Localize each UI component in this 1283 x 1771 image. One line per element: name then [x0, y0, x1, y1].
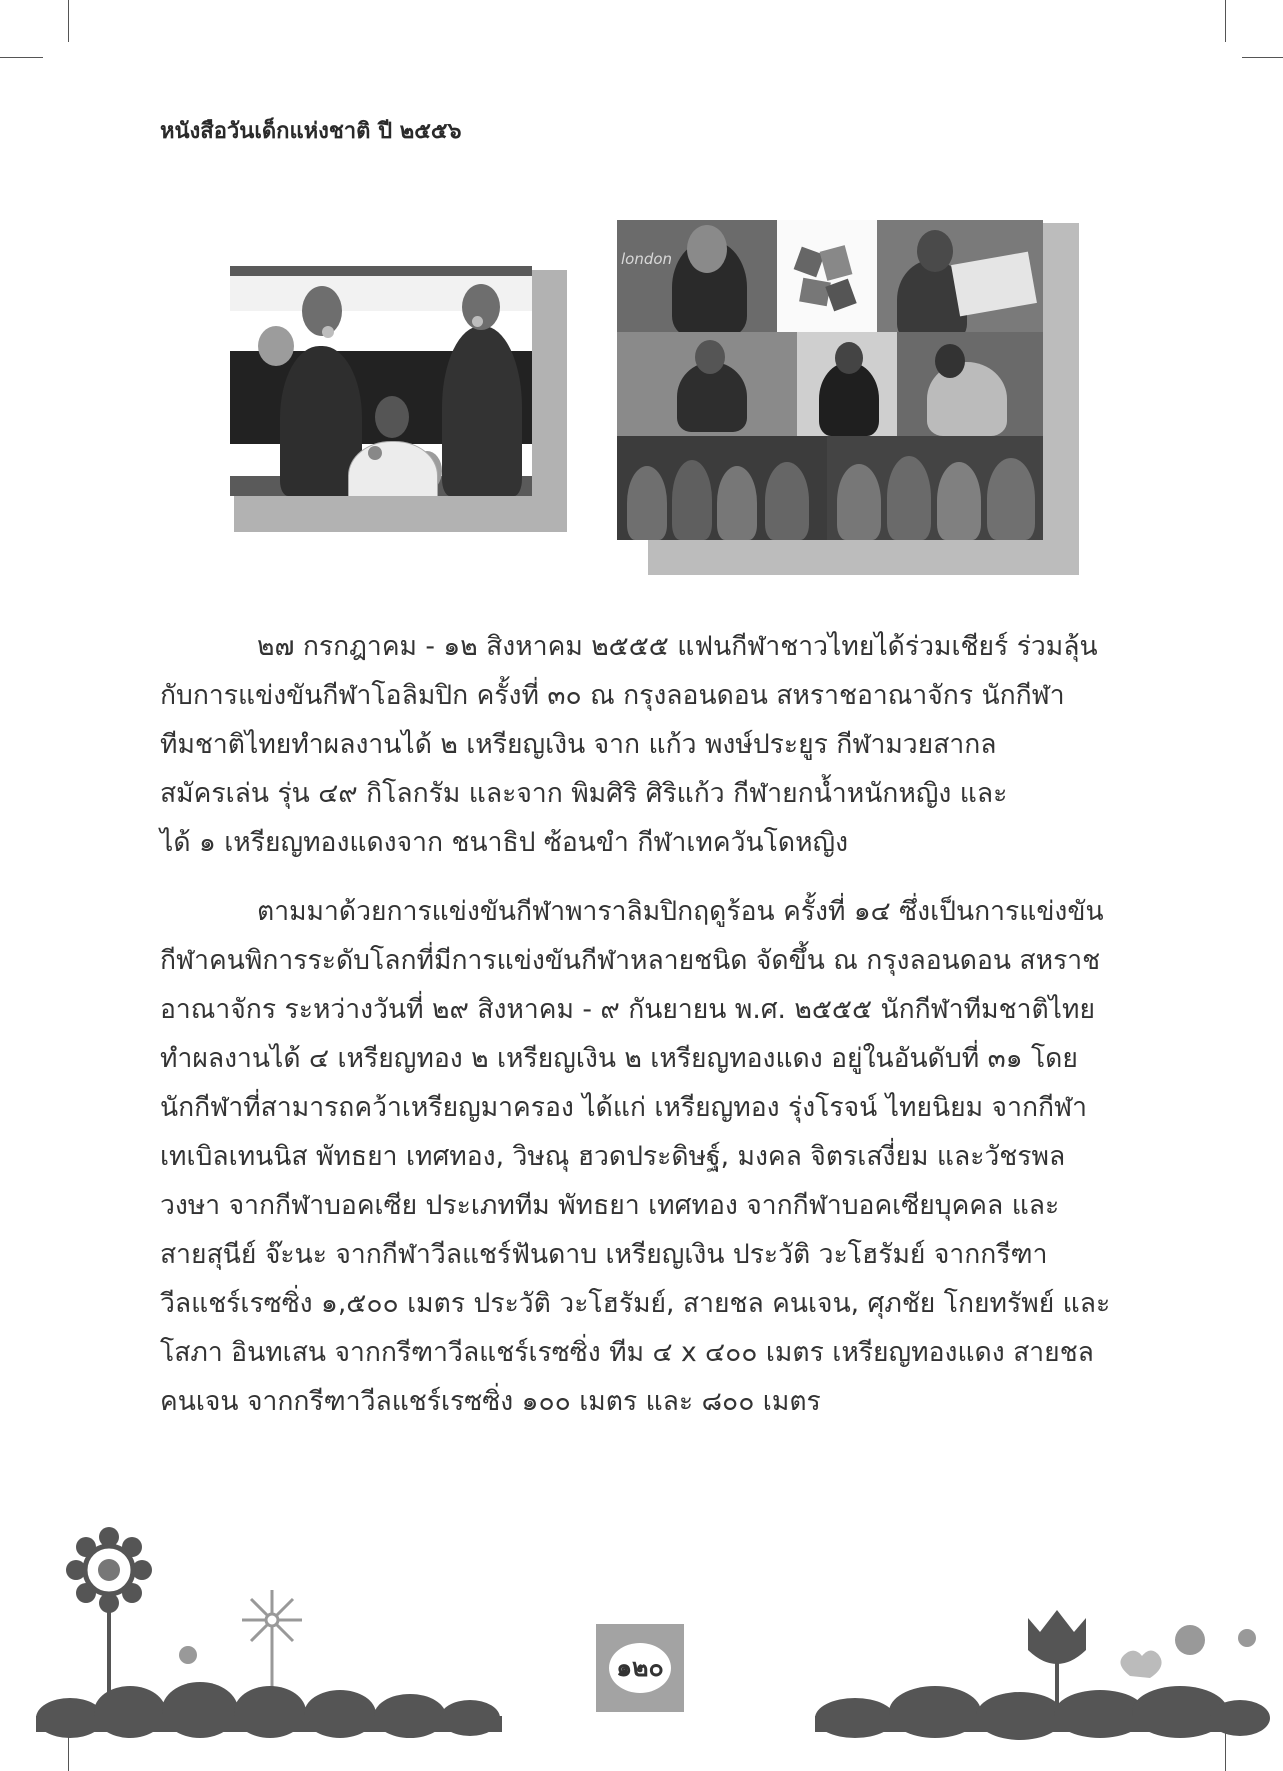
crop-mark [68, 0, 69, 42]
athlete-head [835, 342, 863, 374]
crop-mark [68, 1727, 69, 1771]
athlete-head [375, 396, 409, 438]
athlete-figure [442, 326, 522, 496]
text-line: ตามมาด้วยการแข่งขันกีฬาพาราลิมปิกฤดูร้อน ครั้งที่ ๑๔ ซึ่งเป็นการแข่งขัน [257, 896, 1104, 927]
sunflower-icon [66, 1527, 152, 1700]
flag-stripe [230, 266, 532, 276]
medal [322, 326, 334, 338]
text-line: วงษา จากกีฬาบอคเซีย ประเภททีม พัทธยา เทศทอง จากกีฬาบอคเซียบุคคล และ [160, 1190, 1060, 1221]
hills-decoration [36, 1682, 502, 1738]
daisy-icon [242, 1590, 302, 1700]
page-number: ๑๒๐ [609, 1643, 671, 1693]
athlete-figure [348, 441, 438, 496]
photo-tile [617, 332, 797, 436]
crop-mark [0, 57, 43, 58]
athlete-head [695, 340, 725, 374]
flag-held [951, 252, 1037, 317]
athlete-head [687, 225, 727, 273]
text-line: เทเบิลเทนนิส พัทธยา เทศทอง, วิษณุ ฮวดประดิษฐ์, มงคล จิตรเสงี่ยม และวัชรพล [160, 1141, 1066, 1172]
text-line: นักกีฬาที่สามารถคว้าเหรียญมาครอง ได้แก่ เหรียญทอง รุ่งโรจน์ ไทยนิยม จากกีฬา [160, 1092, 1088, 1123]
athlete-figure [937, 462, 981, 540]
athlete-head [935, 344, 965, 378]
book-title-header: หนังสือวันเด็กแห่งชาติ ปี ๒๕๕๖ [160, 118, 462, 144]
paragraph-olympics [160, 622, 1122, 867]
hills-decoration [815, 1686, 1270, 1740]
photo-tile [827, 436, 1043, 540]
dot-decoration [1238, 1629, 1256, 1647]
london-logo-text: london [621, 250, 673, 268]
page-number-box [596, 1624, 684, 1712]
photo-tile [617, 220, 777, 332]
paragraph-paralympics [160, 887, 1122, 1426]
medal [368, 446, 382, 460]
athlete-figure [672, 460, 712, 540]
athlete-head [917, 230, 953, 272]
photo-tile [897, 332, 1043, 436]
text-line: อาณาจักร ระหว่างวันที่ ๒๙ สิงหาคม - ๙ กันยายน พ.ศ. ๒๕๕๕ นักกีฬาทีมชาติไทย [160, 994, 1096, 1025]
athlete-figure [765, 462, 809, 540]
photo-tile [877, 220, 1043, 332]
olympic-medalists-photo [230, 266, 532, 496]
text-line: ทำผลงานได้ ๔ เหรียญทอง ๒ เหรียญเงิน ๒ เหรียญทองแดง อยู่ในอันดับที่ ๓๑ โดย [160, 1043, 1078, 1074]
text-line: วีลแชร์เรซซิ่ง ๑,๕๐๐ เมตร ประวัติ วะโฮรัมย์, สายชล คนเจน, ศุภชัย โกยทรัพย์ และ [160, 1288, 1111, 1319]
photo-tile [797, 332, 897, 436]
text-line: ทีมชาติไทยทำผลงานได้ ๒ เหรียญเงิน จาก แก้ว พงษ์ประยูร กีฬามวยสากล [160, 729, 997, 760]
tulip-icon [1028, 1610, 1086, 1710]
text-line: โสภา อินทเสน จากกรีฑาวีลแชร์เรซซิ่ง ทีม ๔ x ๔๐๐ เมตร เหรียญทองแดง สายชล [160, 1337, 1094, 1368]
paralympics-collage [617, 220, 1043, 540]
athlete-figure [717, 466, 757, 540]
flower-bouquet [258, 326, 294, 366]
athlete-figure [837, 464, 881, 540]
text-line: สายสุนีย์ จ๊ะนะ จากกีฬาวีลแชร์ฟันดาบ เหรียญเงิน ประวัติ วะโฮรัมย์ จากกรีฑา [160, 1239, 1048, 1270]
athlete-figure [887, 456, 931, 540]
heart-icon [1120, 1650, 1161, 1678]
crop-mark [1242, 57, 1283, 58]
athlete-figure [987, 458, 1035, 540]
text-line: ๒๗ กรกฎาคม - ๑๒ สิงหาคม ๒๕๕๕ แฟนกีฬาชาวไทยได้ร่วมเชียร์ ร่วมลุ้น [257, 631, 1098, 662]
athlete-figure [627, 466, 667, 540]
medal [472, 316, 483, 327]
text-line: คนเจน จากกรีฑาวีลแชร์เรซซิ่ง ๑๐๐ เมตร และ ๘๐๐ เมตร [160, 1386, 821, 1417]
dot-decoration [1175, 1625, 1205, 1655]
dot-decoration [179, 1646, 197, 1664]
text-line: กีฬาคนพิการระดับโลกที่มีการแข่งขันกีฬาหลายชนิด จัดขึ้น ณ กรุงลอนดอน สหราช [160, 945, 1101, 976]
crop-mark [1225, 1727, 1226, 1771]
crop-mark [1225, 0, 1226, 42]
text-line: กับการแข่งขันกีฬาโอลิมปิก ครั้งที่ ๓๐ ณ กรุงลอนดอน สหราชอาณาจักร นักกีฬา [160, 680, 1065, 711]
paralympics-logo [777, 220, 877, 332]
text-line: ได้ ๑ เหรียญทองแดงจาก ชนาธิป ซ้อนขำ กีฬาเทควันโดหญิง [160, 827, 849, 858]
photo-tile [617, 436, 827, 540]
text-line: สมัครเล่น รุ่น ๔๙ กิโลกรัม และจาก พิมศิริ ศิริแก้ว กีฬายกน้ำหนักหญิง และ [160, 778, 1008, 809]
